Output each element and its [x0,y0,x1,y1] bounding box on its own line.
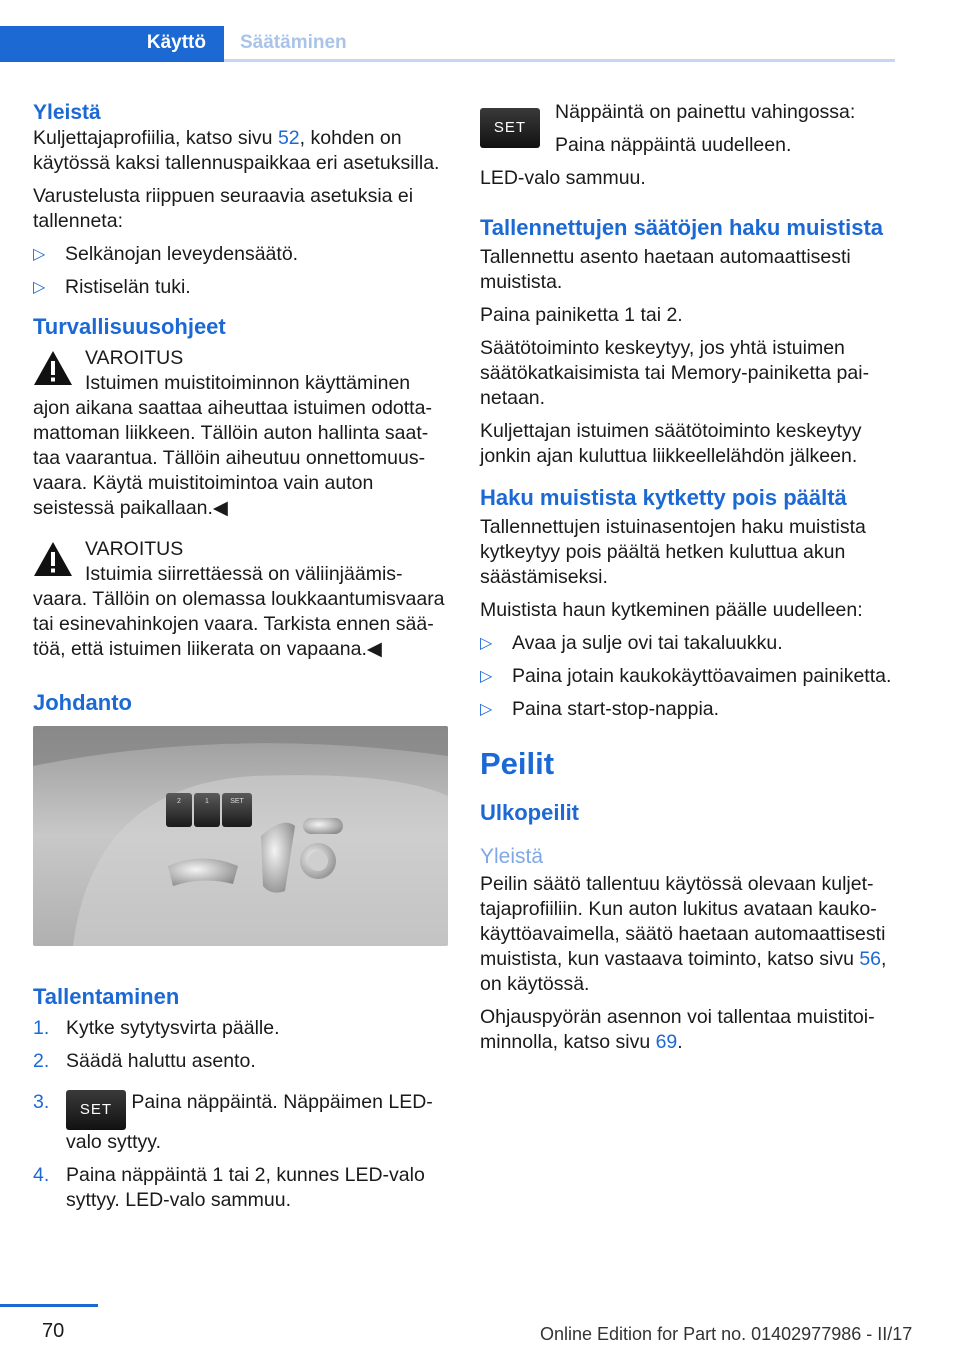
list-item: 1. Kytke sytytysvirta päälle. [33,1017,280,1039]
mirror-paragraph: Ohjauspyörän asennon voi tallentaa muistitoiminnolla, katso sivu 69. [480,1006,875,1053]
list-item: ▷ Ristiselän tuki. [33,276,191,298]
recall-heading: Tallennettujen säätöjen haku muistista [480,215,884,240]
triangle-bullet-icon: ▷ [480,701,493,718]
subsection-tab[interactable]: Säätäminen [240,32,347,53]
triangle-bullet-icon: ▷ [480,668,493,685]
general-paragraph: Kuljettajaprofiilia, katso sivu 52, kohden on käytössä kaksi tallennuspaikkaa eri asetuksilla. [33,127,440,174]
mirror-paragraph: Peilin säätö tallentuu käytössä olevaan kuljettajaprofiiliin. Kun auton lukitus avataan kaukokäyttöavaimella, säätö haetaan automaattisesti muistista, kun vastaava toiminto, katso sivu 56, on käytössä. [480,873,887,995]
header-bar [0,26,895,62]
general-heading: Yleistä [33,101,101,124]
memory-button-2-label: 2 [177,798,181,805]
memory-button-1-label: 1 [205,798,209,805]
accidental-text: Näppäintä on painettu vahingossa: [555,101,856,123]
page-number: 70 [42,1320,65,1342]
led-off-text: LED-valo sammuu. [480,167,646,189]
warning-title: VAROITUS [85,347,184,369]
accidental-text: Paina näppäintä uudelleen. [555,134,792,156]
warning-text: Istuimia siirrettäessä on väliinjäämisvaara. Tällöin on olemassa loukkaantumisvaara tai esinevahinkojen vaara. Tarkista ennen säätöä, että istuimen liikerata on vapaana.◀ [33,563,445,660]
section-tab-label: Käyttö [146,32,206,53]
page-link-52[interactable]: 52 [277,127,300,149]
recall-paragraph: Tallennettu asento haetaan automaattisesti muistista. [480,246,851,293]
warning-text: Istuimen muistitoiminnon käyttäminen ajon aikana saattaa aiheuttaa istuimen odottamattoman liikkeen. Tällöin auton hallinta saattaa vaarantua. Tällöin aiheutuu onnettomuusvaara. Käytä muistitoimintoa vain auton seistessä paikallaan.◀ [33,372,432,519]
warning-block [33,537,448,662]
header-divider [224,59,895,62]
general-paragraph-2: Varustelusta riippuen seuraavia asetuksia ei tallenneta: [33,185,414,232]
warning-triangle-icon [33,350,73,386]
set-key-icon: SET [66,1090,126,1130]
section-tab[interactable] [0,26,224,62]
edition-footer: Online Edition for Part no. 01402977986 - II/17 [540,1324,913,1344]
warning-block [33,346,448,521]
recall-paragraph: Paina painiketta 1 tai 2. [480,304,683,326]
page-link-69[interactable]: 69 [655,1031,678,1053]
save-steps [33,1016,448,1213]
save-heading: Tallentaminen [33,984,180,1009]
outer-mirrors-heading: Ulkopeilit [480,800,580,825]
page-link-56[interactable]: 56 [859,948,882,970]
safety-heading: Turvallisuusohjeet [33,314,226,339]
list-item: ▷ Paina start-stop-nappia. [480,698,720,720]
settings-list [33,242,448,300]
list-item: 2. Säädä haluttu asento. [33,1050,256,1072]
recall-off-heading: Haku muistista kytketty pois päältä [480,485,847,510]
recall-on-list [480,631,895,722]
right-column [480,100,895,1063]
triangle-bullet-icon: ▷ [480,635,493,652]
left-column [33,100,448,1221]
recall-off-paragraph: Tallennettujen istuinasentojen haku muistista kytkeytyy pois päältä hetken kuluttua akun säästämiseksi. [480,516,866,588]
recall-paragraph: Kuljettajan istuimen säätötoiminto keskeytyy jonkin ajan kuluttua liikkeellelähdön jälkeen. [480,420,862,467]
set-button-label: SET [230,798,244,805]
recall-off-paragraph: Muistista haun kytkeminen päälle uudelleen: [480,599,863,621]
list-item: ▷ Paina jotain kaukokäyttöavaimen painiketta. [480,665,892,687]
triangle-bullet-icon: ▷ [33,279,46,296]
mirrors-heading: Peilit [480,746,555,781]
set-key-icon: SET [480,108,540,148]
list-item: 3. SET Paina näppäintä. Näppäimen LED-valo syttyy. [33,1091,433,1153]
list-item: 4. Paina näppäintä 1 tai 2, kunnes LED-valo syttyy. LED-valo sammuu. [33,1164,425,1211]
list-item: ▷ Selkänojan leveydensäätö. [33,243,299,265]
warning-triangle-icon [33,541,73,577]
seat-controls-photo [33,726,448,946]
triangle-bullet-icon: ▷ [33,246,46,263]
list-item: ▷ Avaa ja sulje ovi tai takaluukku. [480,632,783,654]
accidental-press-block [480,100,895,158]
warning-title: VAROITUS [85,538,184,560]
mirrors-general-heading: Yleistä [480,845,544,868]
intro-heading: Johdanto [33,690,132,715]
footer-divider [0,1304,98,1307]
recall-paragraph: Säätötoiminto keskeytyy, jos yhtä istuimen säätökatkaisimista tai Memory-painiketta painetaan. [480,337,870,409]
